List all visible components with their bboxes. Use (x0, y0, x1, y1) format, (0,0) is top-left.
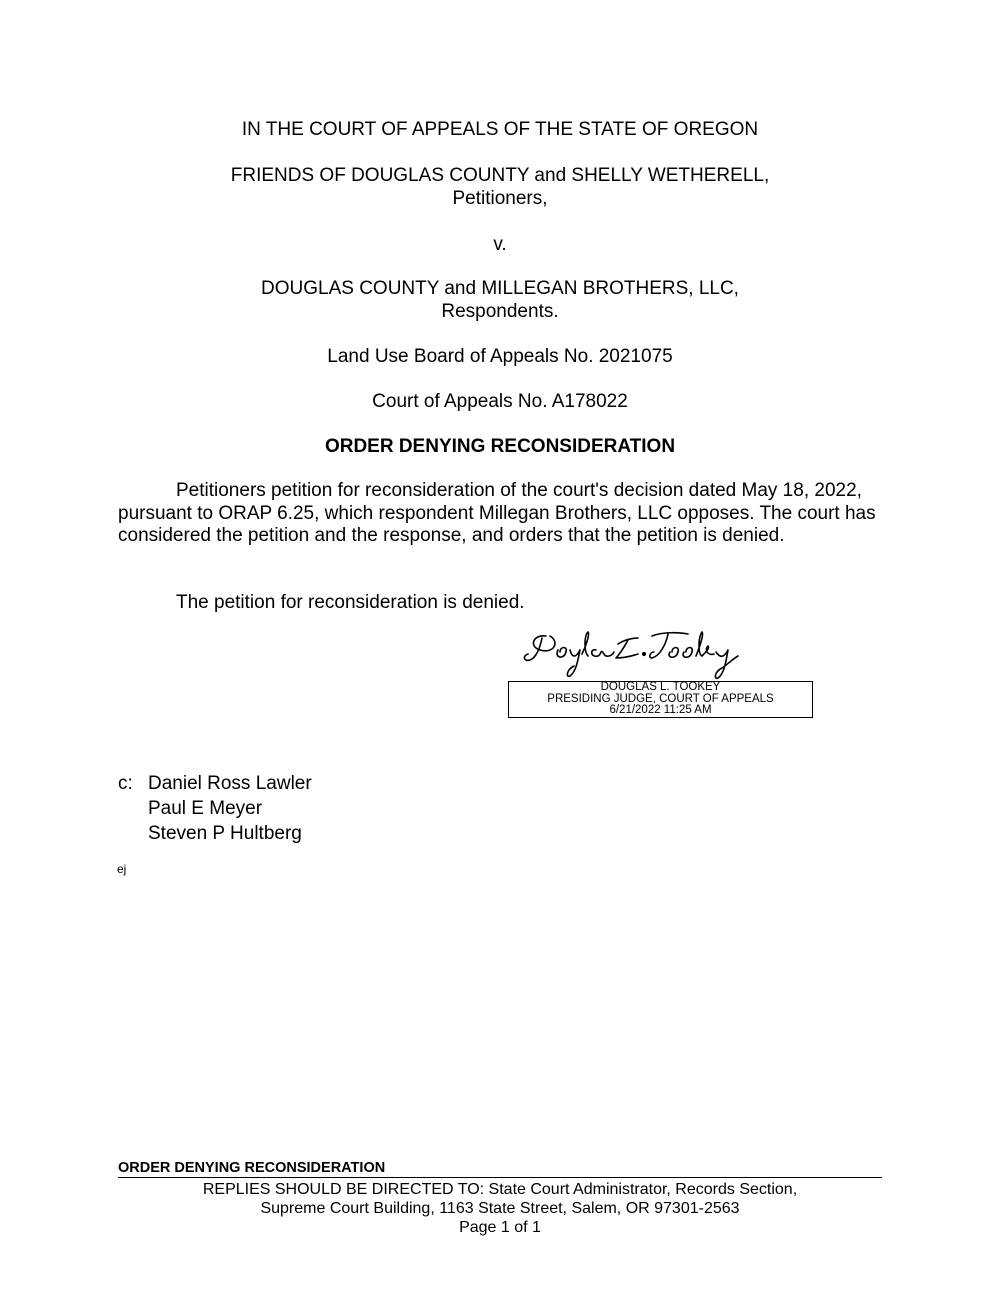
respondents-names: DOUGLAS COUNTY and MILLEGAN BROTHERS, LLC, (261, 278, 739, 299)
copy-recipient: Paul E Meyer (148, 798, 263, 819)
page-number: Page 1 of 1 (459, 1219, 541, 1236)
copies-label: c: (118, 773, 133, 794)
order-paragraph-2: The petition for reconsideration is denied. (176, 592, 525, 613)
signature-timestamp: 6/21/2022 11:25 AM (609, 704, 712, 716)
order-paragraph-1: Petitioners petition for reconsideration of the court's decision dated May 18, 2022, pursuant to ORAP 6.25, which respondent Millegan Brothers, LLC opposes. The court has considered the petition and the response, and orders that the petition is denied. (118, 480, 876, 546)
versus: v. (493, 234, 507, 255)
respondents-role: Respondents. (441, 301, 559, 322)
petitioners-names: FRIENDS OF DOUGLAS COUNTY and SHELLY WETHERELL, (230, 165, 770, 186)
signature-stamp (508, 681, 813, 718)
footer-replies-line-1: REPLIES SHOULD BE DIRECTED TO: State Court Administrator, Records Section, (202, 1181, 798, 1198)
luba-number: Land Use Board of Appeals No. 2021075 (327, 346, 673, 367)
footer-replies-line-2: Supreme Court Building, 1163 State Street, Salem, OR 97301-2563 (260, 1200, 740, 1217)
order-title: ORDER DENYING RECONSIDERATION (324, 436, 676, 457)
signer-title: PRESIDING JUDGE, COURT OF APPEALS (547, 692, 774, 705)
copy-recipient: Steven P Hultberg (148, 823, 302, 844)
clerk-initials: ej (117, 862, 127, 876)
signer-name: DOUGLAS L. TOOKEY (600, 681, 721, 693)
petitioners-role: Petitioners, (452, 188, 548, 209)
copy-recipient: Daniel Ross Lawler (148, 773, 312, 794)
court-heading: IN THE COURT OF APPEALS OF THE STATE OF OREGON (241, 119, 759, 140)
copies-list (148, 772, 312, 847)
coa-number: Court of Appeals No. A178022 (372, 391, 628, 412)
footer-doc-title: ORDER DENYING RECONSIDERATION (118, 1160, 882, 1178)
order-body-2 (118, 592, 888, 615)
handwritten-signature-icon (520, 624, 750, 684)
order-body (118, 480, 888, 548)
